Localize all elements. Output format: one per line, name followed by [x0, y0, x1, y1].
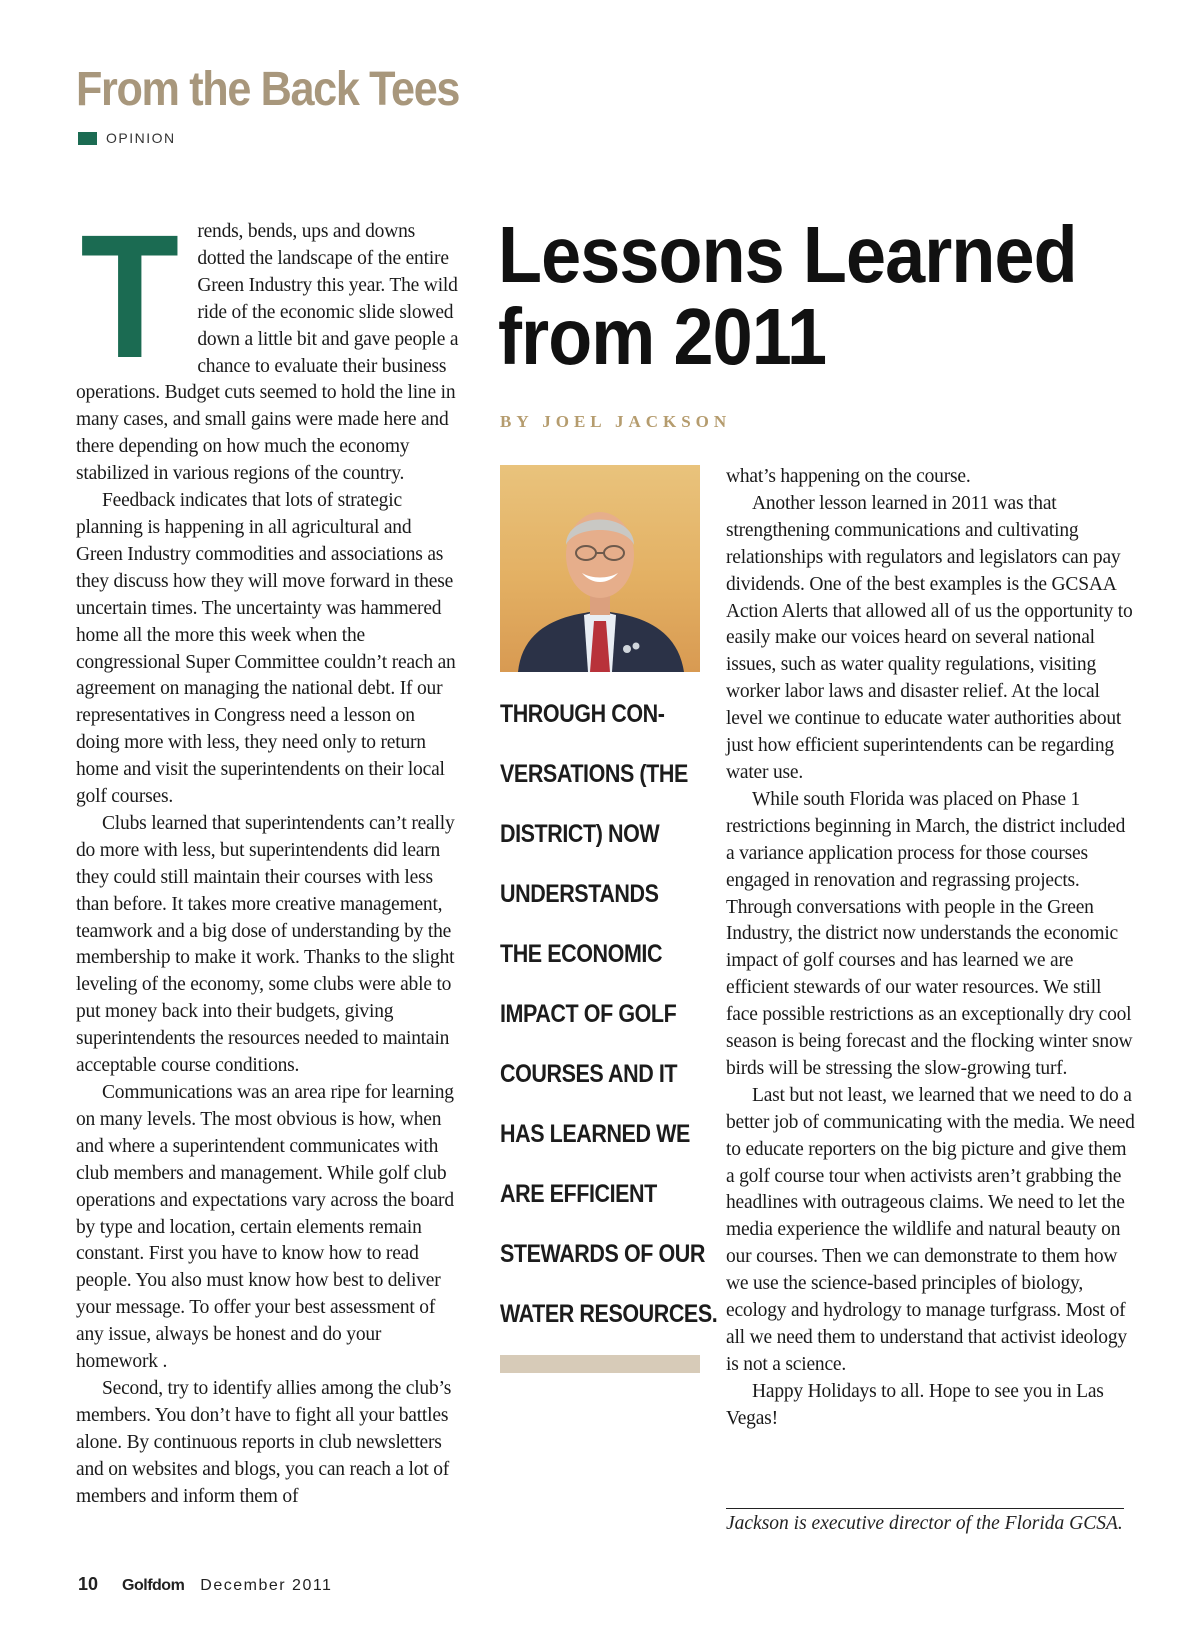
byline: BY JOEL JACKSON — [500, 412, 732, 431]
paragraph: Last but not least, we learned that we need to do a better job of communicating with the media. We need to educate reporters on the big picture and give them a golf course tour when activists aren’t grabbing the headlines with outrageous claims. We need to let the media experience the wildlife and natural beauty on our courses. Then we can demonstrate to them how we use the science-based principles of biology, ecology and hydrology to manage turfgrass. Most of all we need them to understand that activist ideology is not a science. — [726, 1084, 1135, 1375]
author-bio: Jackson is executive director of the Florida GCSA. — [726, 1513, 1123, 1534]
paragraph: While south Florida was placed on Phase 1 restrictions beginning in March, the district included a variance application process for those courses engaged in renovation and regrassing projects. Through conversations with people in the Green Industry, the district now understands the economic impact of golf courses and has learned we are efficient stewards of our water resources. We still face possible restrictions as an exceptionally dry cool season is being forecast and the flocking winter snow birds will be stressing the slow-growing turf. — [726, 788, 1133, 1079]
pull-quote-line: IMPACT OF GOLF — [500, 1000, 677, 1028]
pull-quote-line: VERSATIONS (THE — [500, 760, 688, 788]
pull-quote-line: WATER RESOURCES. — [500, 1300, 718, 1328]
pull-quote-bar — [500, 1355, 700, 1373]
bio-divider — [726, 1508, 1124, 1509]
paragraph: Happy Holidays to all. Hope to see you in Las Vegas! — [726, 1380, 1104, 1429]
drop-cap: T — [80, 199, 180, 395]
section-tag — [78, 130, 176, 146]
paragraph: Second, try to identify allies among the club’s members. You don’t have to fight all your battles alone. By continuous reports in club newsletters and on websites and blogs, you can reach a lot of members and inform them of — [76, 1377, 452, 1507]
paragraph: Feedback indicates that lots of strategic planning is happening in all agricultural and Green Industry commodities and associations as they discuss how they will move forward in these uncertain times. The uncertainty was hammered home all the more this week when the congressional Super Committee couldn’t reach an agreement on managing the national debt. If our representatives in Congress need a lesson on doing more with less, they need only to return home and visit the superintendents on their local golf courses. — [76, 490, 456, 808]
author-portrait-icon — [500, 465, 700, 672]
section-title: From the Back Tees — [76, 63, 460, 116]
pull-quote-line: THE ECONOMIC — [500, 940, 663, 968]
page-footer — [78, 1574, 332, 1595]
article-column-right — [726, 464, 1136, 1433]
pull-quote-line: ARE EFFICIENT — [500, 1180, 657, 1208]
paragraph: rends, bends, ups and downs dotted the landscape of the entire Green Industry this year. The wild ride of the economic slide slowed down a little bit and gave people a chance to evaluate their business operations. Budget cuts seemed to hold the line in many cases, and small gains were made here and there depending on how much the economy stabilized in various regions of the country. — [76, 221, 459, 485]
pull-quote-line: STEWARDS OF OUR — [500, 1240, 705, 1268]
magazine-name: Golfdom — [122, 1577, 185, 1594]
paragraph: Communications was an area ripe for learning on many levels. The most obvious is how, when and where a superintendent communicates with club members and management. While golf club operations and expectations vary across the board by type and location, certain elements remain constant. First you have to know how to read people. You also must know how best to deliver your message. To offer your best assessment of any issue, always be honest and do your homework . — [76, 1082, 454, 1373]
pull-quote-line: DISTRICT) NOW — [500, 820, 660, 848]
headline-line-1: Lessons Learned — [498, 210, 1077, 299]
paragraph: what’s happening on the course. — [726, 466, 971, 487]
headline-line-2: from 2011 — [498, 292, 827, 381]
issue-date: December 2011 — [200, 1577, 333, 1594]
paragraph: Clubs learned that superintendents can’t really do more with less, but superintendents did learn they could still maintain their courses with less than before. It takes more creative management, teamwork and a big dose of understanding by the membership to make it work. Thanks to the slight leveling of the economy, some clubs were able to put money back into their budgets, giving superintendents the resources needed to maintain acceptable course conditions. — [76, 812, 455, 1077]
pull-quote — [500, 684, 718, 1344]
section-tag-label: OPINION — [106, 130, 176, 146]
pull-quote-line: COURSES AND IT — [500, 1060, 678, 1088]
article-headline — [498, 210, 1077, 381]
paragraph: Another lesson learned in 2011 was that strengthening communications and cultivating relationships with regulators and legislators can pay dividends. One of the best examples is the GCSAA Action Alerts that allowed all of us the opportunity to easily make our voices heard on several national issues, such as water quality regulations, visiting worker labor laws and disaster relief. At the local level we continue to educate water authorities about just how efficient superintendents can be regarding water use. — [726, 492, 1133, 783]
article-column-left — [76, 199, 460, 1511]
pull-quote-line: UNDERSTANDS — [500, 880, 659, 908]
page-number: 10 — [78, 1574, 99, 1594]
author-photo — [500, 465, 700, 672]
pull-quote-line: THROUGH CON- — [500, 700, 665, 728]
pull-quote-line: HAS LEARNED WE — [500, 1120, 690, 1148]
tag-square-icon — [78, 132, 97, 145]
